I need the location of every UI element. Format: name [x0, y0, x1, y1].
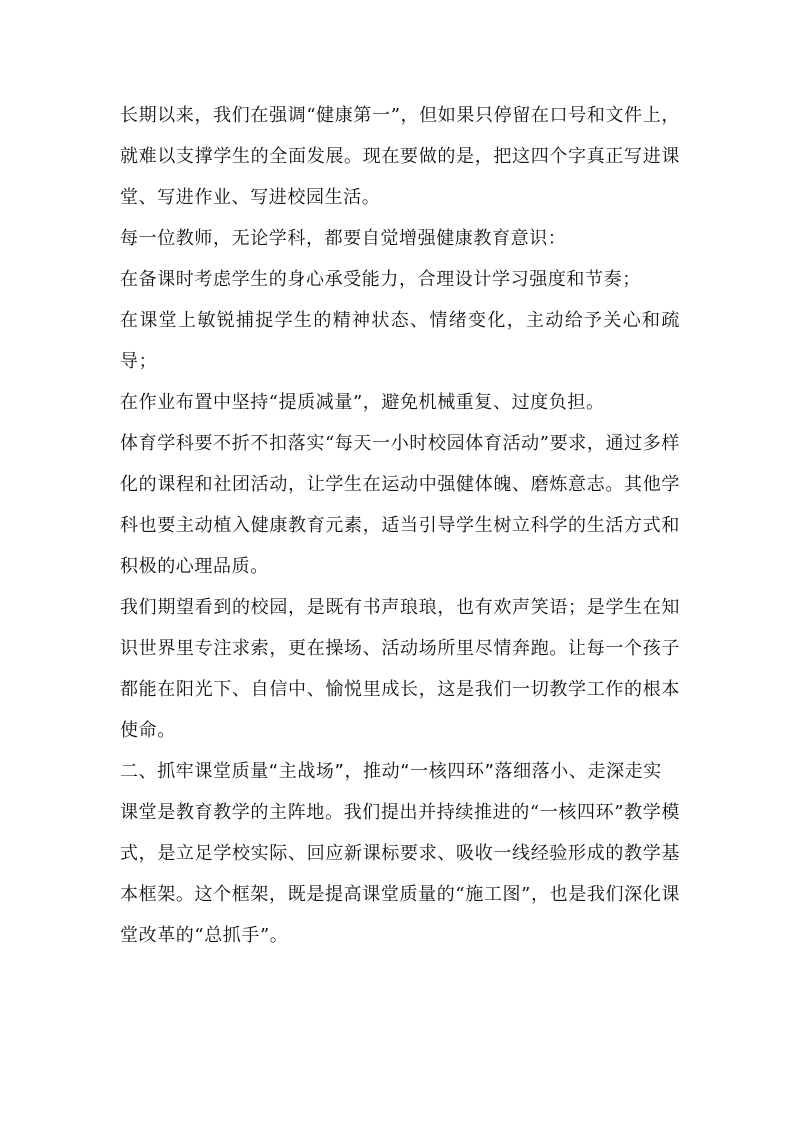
paragraph-physical-education: 体育学科要不折不扣落实“每天一小时校园体育活动”要求，通过多样化的课程和社团活动，让学生在运动中强健体魄、磨炼意志。其他学科也要主动植入健康教育元素，适当引导学生树立科学的生活方式和积极的心理品质。 [120, 433, 680, 577]
document-body [120, 95, 680, 956]
paragraph-campus-vision: 我们期望看到的校园，是既有书声琅琅，也有欢声笑语；是学生在知识世界里专注求索，更在操场、活动场所里尽情奔跑。让每一个孩子都能在阳光下、自信中、愉悦里成长，这是我们一切教学工作的根本使命。 [120, 597, 680, 741]
paragraph-homework-reduction: 在作业布置中坚持“提质减量”，避免机械重复、过度负担。 [120, 392, 605, 413]
paragraph-teacher-awareness: 每一位教师，无论学科，都要自觉增强健康教育意识： [120, 228, 567, 249]
paragraph-teaching-model: 课堂是教育教学的主阵地。我们提出并持续推进的“一核四环”教学模式，是立足学校实际、回应新课标要求、吸收一线经验形成的教学基本框架。这个框架，既是提高课堂质量的“施工图”，也是我们深化课堂改革的“总抓手”。 [120, 802, 680, 946]
section-heading-classroom-quality: 二、抓牢课堂质量“主战场”，推动“一核四环”落细落小、走深走实 [120, 761, 662, 782]
paragraph-lesson-preparation: 在备课时考虑学生的身心承受能力，合理设计学习强度和节奏； [120, 269, 641, 290]
paragraph-classroom-care: 在课堂上敏锐捕捉学生的精神状态、情绪变化，主动给予关心和疏导； [120, 310, 680, 372]
paragraph-health-first: 长期以来，我们在强调“健康第一”，但如果只停留在口号和文件上，就难以支撑学生的全面发展。现在要做的是，把这四个字真正写进课堂、写进作业、写进校园生活。 [120, 105, 680, 208]
